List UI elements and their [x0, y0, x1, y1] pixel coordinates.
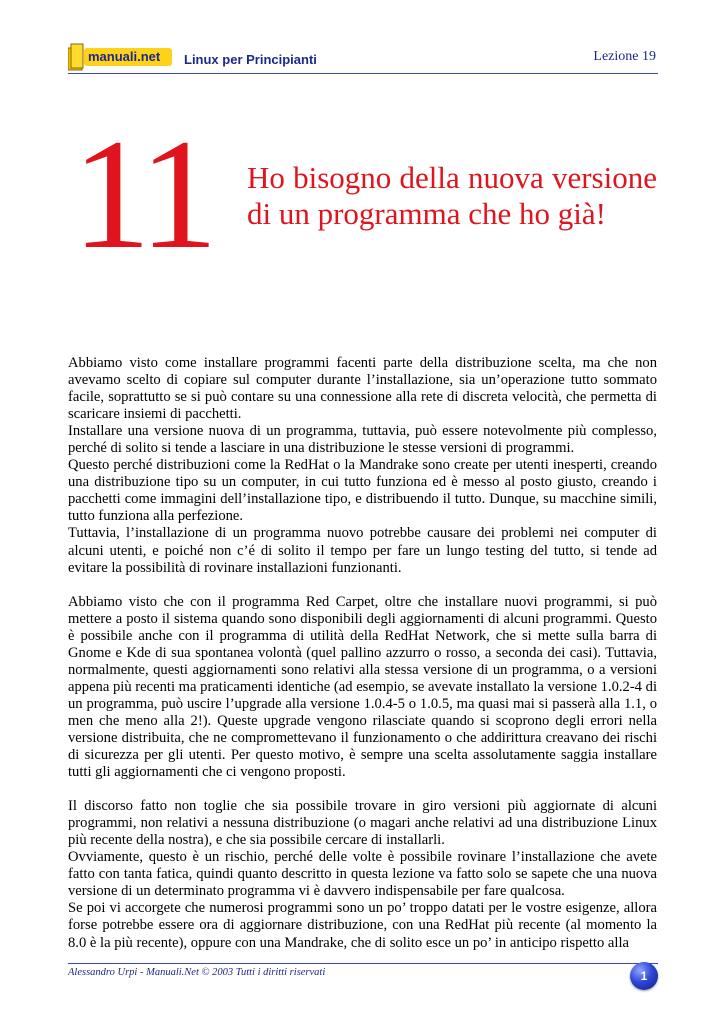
paragraph: Ovviamente, questo è un rischio, perché delle volte è possibile rovinare l’installazione che avete fatto con tanta fatica, quindi quanto descritto in questa lezione va fatto solo se sapete che una nuova versione di un determinato programma vi è davvero indispensabile per fare qualcosa. — [68, 849, 657, 900]
page-header — [68, 40, 658, 74]
paragraph-gap — [68, 781, 657, 798]
chapter-number: 11 — [72, 107, 213, 282]
paragraph: Installare una versione nuova di un programma, tuttavia, può essere notevolmente più complesso, perché di solito si tende a lasciare in una distribuzione le stesse versioni di programmi. — [68, 423, 657, 457]
header-divider — [68, 73, 658, 74]
document-title: Linux per Principianti — [184, 52, 317, 67]
paragraph: Tuttavia, l’installazione di un programma nuovo potrebbe causare dei problemi nei computer di alcuni utenti, e poiché non c’é di solito il tempo per fare un lungo testing del tutto, si tende ad evitare la possibilità di rovinare installazioni funzionanti. — [68, 525, 657, 576]
body-text — [68, 355, 657, 952]
chapter-title: Ho bisogno della nuova versione di un programma che ho già! — [247, 160, 657, 231]
page-number-badge: 1 — [630, 962, 658, 990]
logo-text: manuali.net — [88, 49, 161, 64]
manuali-net-logo — [68, 42, 176, 72]
paragraph: Abbiamo visto come installare programmi facenti parte della distribuzione scelta, ma che non avevamo scelto di copiare sul computer durante l’installazione, sia un’operazione tutto sommato facile, soprattutto se si può contare su una connessione alla rete di discreta velocità, che permetta di scaricare insiemi di pacchetti. — [68, 355, 657, 423]
paragraph: Il discorso fatto non toglie che sia possibile trovare in giro versioni più aggiornate di alcuni programmi, non relativi a nessuna distribuzione (o magari anche relativi ad una distribuzione Linux più recente della nostra), e che sia possibile cercare di installarli. — [68, 798, 657, 849]
footer-credit: Alessandro Urpi - Manuali.Net © 2003 Tutti i diritti riservati — [68, 967, 326, 978]
footer-divider — [68, 963, 658, 964]
paragraph: Abbiamo visto che con il programma Red Carpet, oltre che installare nuovi programmi, si può mettere a posto il sistema quando sono disponibili degli aggiornamenti di alcuni programmi. Questo è possibile anche con il programma di utilità della RedHat Network, che si mette sulla barra di Gnome e Kde di sua spontanea volontà (quel pallino azzurro o rosso, a seconda dei casi). Tuttavia, normalmente, questi aggiornamenti sono relativi alla stessa versione di un programma, o a versioni appena più recenti ma praticamenti identiche (ad esempio, se avevate installato la versione 1.0.2-4 di un programma, può uscire l’upgrade alla versione 1.0.4-5 o 1.0.5, ma quasi mai si passerà alla 1.1, o men che meno alla 2!). Queste upgrade vengono rilasciate quando si scoprono degli errori nella versione distribuita, che ne compromettevano il funzionamento o che addirittura creavano dei rischi di sicurezza per gli utenti. Per questo motivo, è sempre una scelta assolutamente saggia installare tutti gli aggiornamenti che ci vengono proposti. — [68, 593, 657, 781]
paragraph-gap — [68, 577, 657, 594]
paragraph: Questo perché distribuzioni come la RedHat o la Mandrake sono create per utenti inesperti, creando una distribuzione tipo su un computer, in cui tutto funziona ed è messo al posto giusto, creando i pacchetti come immagini dell’installazione tipo, e distribuendo il tutto. Dunque, su macchine simili, tutto funziona alla perfezione. — [68, 457, 657, 525]
paragraph: Se poi vi accorgete che numerosi programmi sono un po’ troppo datati per le vostre esigenze, allora forse potrebbe essere ora di aggiornare distribuzione, con una RedHat più recente (al momento la 8.0 è la più recente), oppure con una Mandrake, che di solito esce un po’ in anticipo rispetto alla — [68, 900, 657, 951]
lesson-label: Lezione 19 — [593, 49, 656, 64]
